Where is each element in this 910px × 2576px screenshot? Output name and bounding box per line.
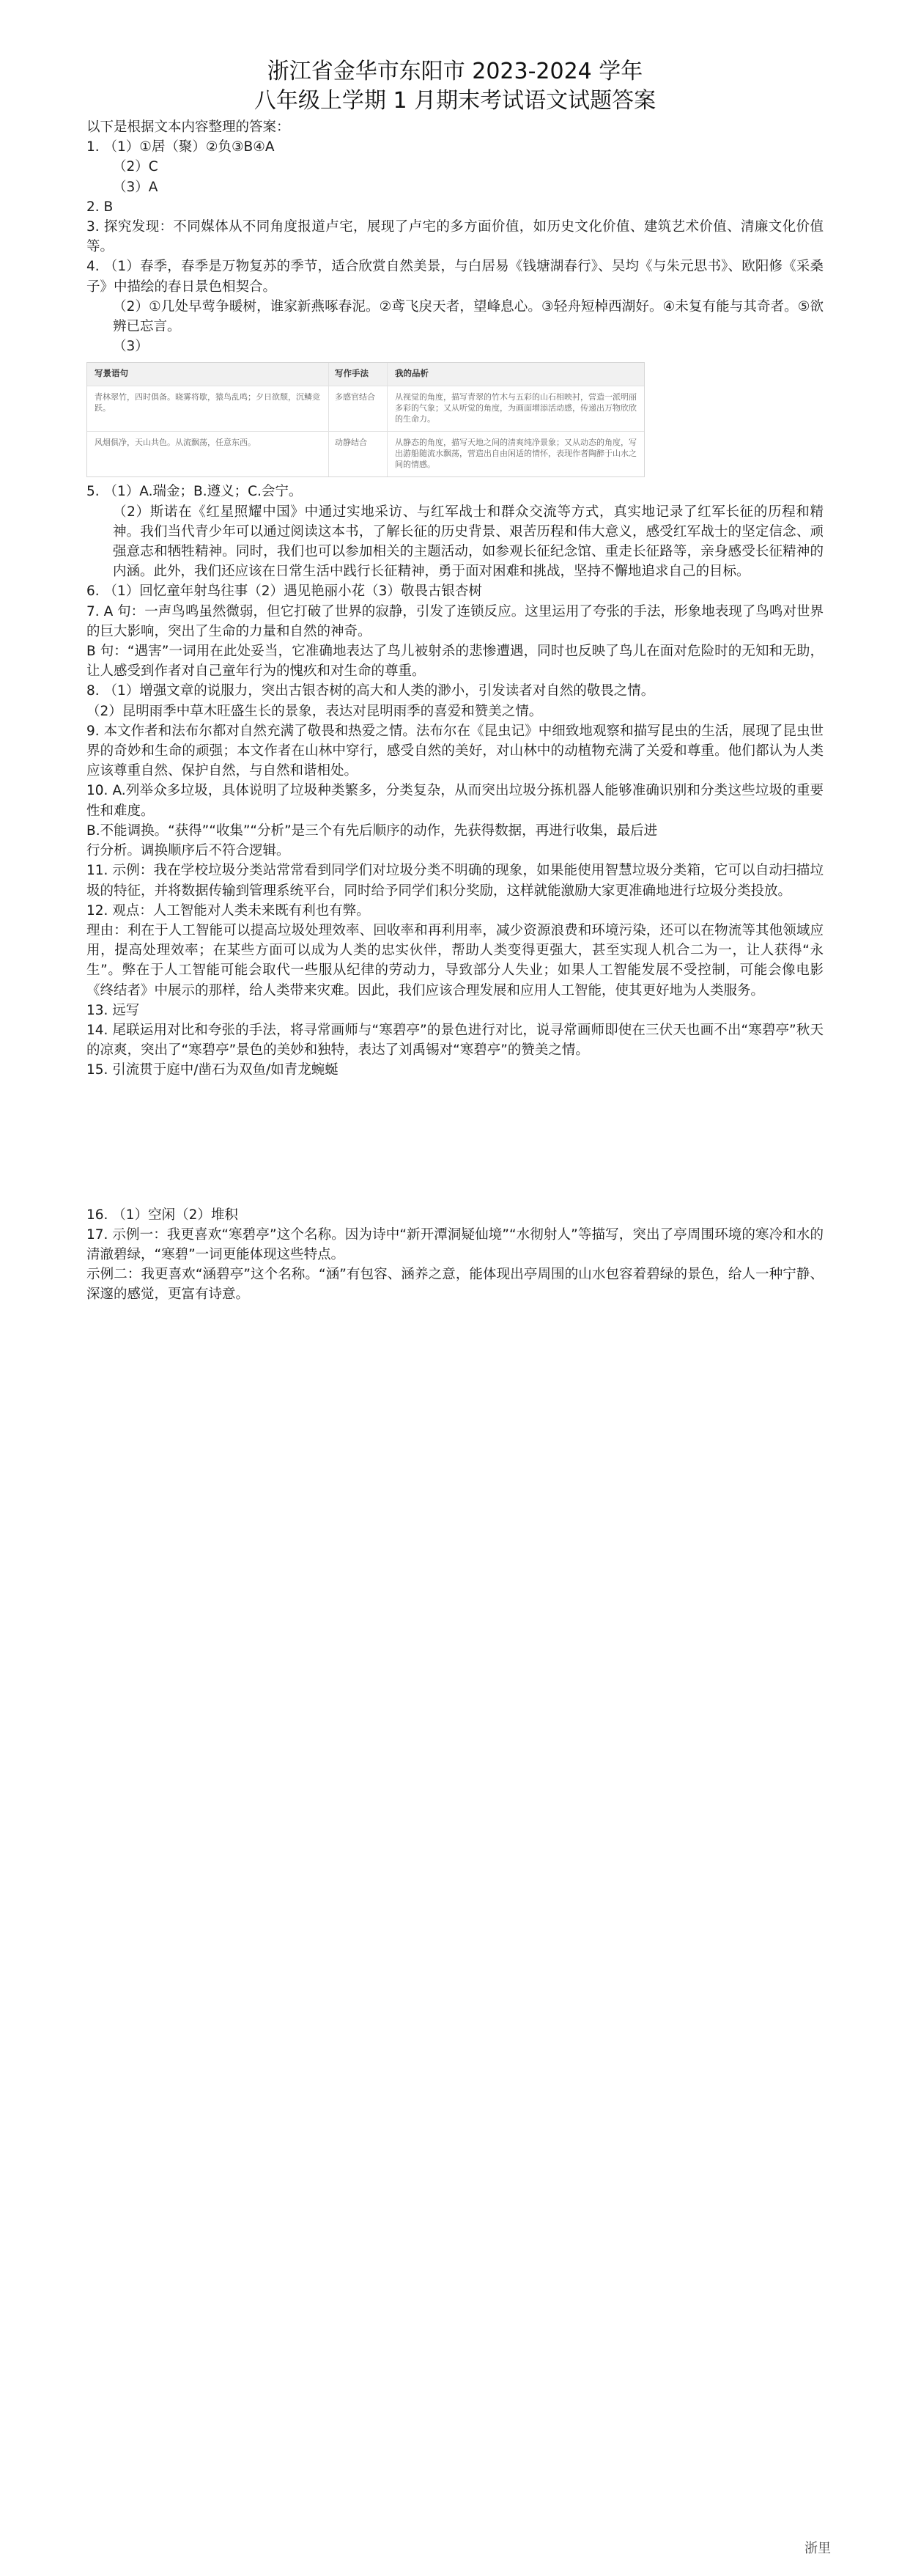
q12-answer-2: 理由：利在于人工智能可以提高垃圾处理效率、回收率和再利用率，减少资源浪费和环境污染，还可以在物流等其他领域应用，提高处理效率；在某些方面可以成为人类的忠实伙伴，帮助人类变得更强大，甚至实现人机合二为一，让人获得“永生”。弊在于人工智能可能会取代一些服从纪律的劳动力，导致部分人失业；如果人工智能发展不受控制，可能会像电影《终结者》中展示的那样，给人类带来灾难。因此，我们应该合理发展和应用人工智能，使其更好地为人类服务。 [86,922,824,998]
q5-answer-1: 5. （1）A.瑞金；B.遵义；C.会宁。 [86,484,303,500]
document-title-line1: 浙江省金华市东阳市 2023-2024 学年 [267,59,643,84]
answer-body [86,117,824,1305]
q3-answer: 3. 探究发现：不同媒体从不同角度报道卢宅，展现了卢宅的多方面价值，如历史文化价值、建筑艺术价值、清廉文化价值等。 [86,219,824,255]
table-cell: 风烟俱净，天山共色。从流飘荡，任意东西。 [87,432,329,476]
table-cell: 动静结合 [329,432,388,476]
q4-answer-3: （3） [113,339,149,355]
table-cell: 从视觉的角度，描写青翠的竹木与五彩的山石相映衬，营造一派明丽多彩的气象；又从听觉的角度，为画面增添活动感，传递出万物欣欣的生命力。 [395,393,637,424]
q17-answer-1: 17. 示例一：我更喜欢“寒碧亭”这个名称。因为诗中“新开潭洞疑仙境”“水彻射人”等描写，突出了亭周围环境的寒冷和水的清澈碧绿，“寒碧”一词更能体现这些特点。 [86,1226,824,1262]
table-header-cell: 写景语句 [87,363,329,386]
table-cell: 青林翠竹，四时俱备。晓雾将歇，猿鸟乱鸣；夕日欲颓，沉鳞竞跃。 [87,386,329,431]
table-header-cell: 我的品析 [395,369,429,379]
q8-answer-2: （2）昆明雨季中草木旺盛生长的景象，表达对昆明雨季的喜爱和赞美之情。 [86,703,543,719]
q1-answer-2: （2）C [113,159,158,175]
q15-answer: 15. 引流贯于庭中/凿石为双鱼/如青龙蜿蜒 [86,1062,339,1078]
q9-answer: 9. 本文作者和法布尔都对自然充满了敬畏和热爱之情。法布尔在《昆虫记》中细致地观察和描写昆虫的生活，展现了昆虫世界的奇妙和生命的顽强；本文作者在山林中穿行，感受自然的美好，对山林中的动植物充满了关爱和尊重。他们都认为人类应该尊重自然、保护自然，与自然和谐相处。 [86,723,824,779]
footer-watermark: 浙里 [804,2541,831,2556]
q17-answer-2: 示例二：我更喜欢“涵碧亭”这个名称。“涵”有包容、涵养之意，能体现出亭周围的山水包容着碧绿的景色，给人一种宁静、深邃的感觉，更富有诗意。 [86,1267,824,1303]
table-row [87,386,644,431]
q10-answer-1: 10. A.列举众多垃圾，具体说明了垃圾种类繁多，分类复杂，从而突出垃圾分拣机器人能够准确识别和分类这些垃圾的重要性和难度。 [86,783,824,819]
q6-answer: 6. （1）回忆童年射鸟往事（2）遇见艳丽小花（3）敬畏古银杏树 [86,584,482,600]
q4-answer-1: 4. （1）春季，春季是万物复苏的季节，适合欣赏自然美景，与白居易《钱塘湖春行》、吴均《与朱元思书》、欧阳修《采桑子》中描绘的春日景色相契合。 [86,259,824,295]
q11-answer: 11. 示例：我在学校垃圾分类站常常看到同学们对垃圾分类不明确的现象，如果能使用智慧垃圾分类箱，它可以自动扫描垃圾的特征，并将数据传输到管理系统平台，同时给予同学们积分奖励，这样就能激励大家更准确地进行垃圾分类投放。 [86,863,824,899]
q10-answer-2: B.不能调换。“获得”“收集”“分析”是三个有先后顺序的动作，先获得数据，再进行收集，最后进 [86,823,658,839]
blank-space [86,1081,824,1205]
q1-answer-1: 1. （1）①居（聚）②负③B④A [86,139,275,155]
table-header-cell: 写作手法 [329,363,388,386]
q7-answer-1: 7. A 句：一声鸟鸣虽然微弱，但它打破了世界的寂静，引发了连锁反应。这里运用了夸张的手法，形象地表现了鸟鸣对世界的巨大影响，突出了生命的力量和自然的神奇。 [86,603,824,639]
q13-answer: 13. 远写 [86,1002,140,1018]
table-header-row [87,363,644,386]
q10-answer-3: 行分析。调换顺序后不符合逻辑。 [86,843,290,859]
q7-answer-2: B 句：“遇害”一词用在此处妥当，它准确地表达了鸟儿被射杀的悲惨遭遇，同时也反映了鸟儿在面对危险时的无知和无助，让人感受到作者对自己童年行为的愧疚和对生命的尊重。 [86,644,824,680]
q16-answer: 16. （1）空闲（2）堆积 [86,1207,238,1223]
q5-answer-2: （2）斯诺在《红星照耀中国》中通过实地采访、与红军战士和群众交流等方式，真实地记录了红军长征的历程和精神。我们当代青少年可以通过阅读这本书，了解长征的历史背景、艰苦历程和伟大意义，感受红军战士的坚定信念、顽强意志和牺牲精神。同时，我们也可以参加相关的主题活动，如参观长征纪念馆、重走长征路等，亲身感受长征精神的内涵。此外，我们还应该在日常生活中践行长征精神，勇于面对困难和挑战，坚持不懈地追求自己的目标。 [113,504,824,580]
intro-text: 以下是根据文本内容整理的答案： [86,119,290,135]
q2-answer: 2. B [86,199,114,215]
q1-answer-3: （3）A [113,179,158,195]
table-row [87,431,644,476]
q12-answer-1: 12. 观点：人工智能对人类未来既有利也有弊。 [86,902,370,919]
q8-answer-1: 8. （1）增强文章的说服力，突出古银杏树的高大和人类的渺小，引发读者对自然的敬畏之情。 [86,683,655,699]
table-cell: 多感官结合 [329,386,388,431]
table-cell: 从静态的角度，描写天地之间的清爽纯净景象；又从动态的角度，写出游船随流水飘荡，营造出自由闲适的情怀，表现作者陶醉于山水之间的情感。 [395,438,637,470]
q14-answer: 14. 尾联运用对比和夸张的手法，将寻常画师与“寒碧亭”的景色进行对比，说寻常画师即使在三伏天也画不出“寒碧亭”秋天的凉爽，突出了“寒碧亭”景色的美妙和独特，表达了刘禹锡对“寒碧亭”的赞美之情。 [86,1022,824,1059]
document-title-line2: 八年级上学期 1 月期末考试语文试题答案 [254,88,656,114]
q4-answer-2: （2）①几处早莺争暖树，谁家新燕啄春泥。②鸢飞戾天者，望峰息心。③轻舟短棹西湖好。④未复有能与其奇者。⑤欲辨已忘言。 [113,298,824,335]
answer-table-image [86,362,645,477]
